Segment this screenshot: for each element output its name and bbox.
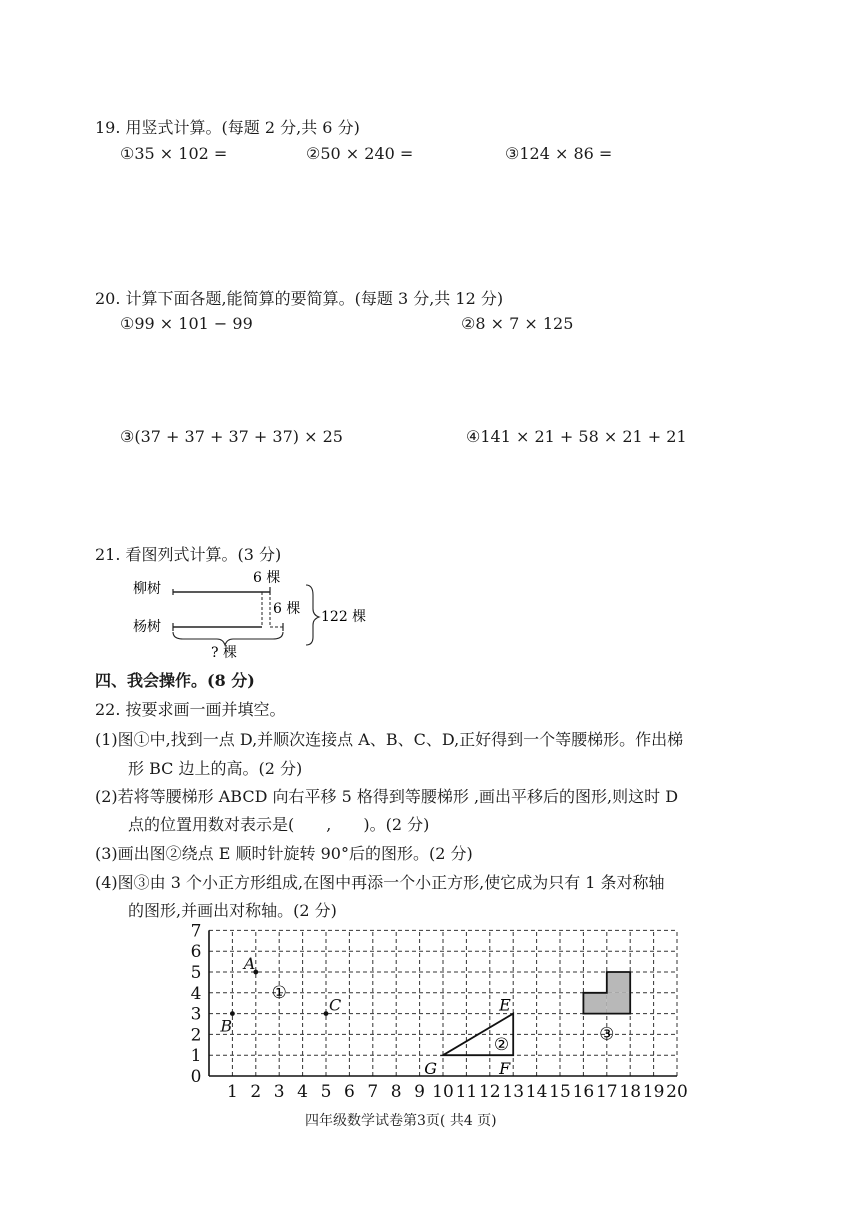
unknown-label: ? 棵: [211, 645, 237, 661]
y-tick-label: 7: [190, 921, 202, 942]
q22-part1-line1: (1)图①中,找到一点 D,并顺次连接点 A、B、C、D,正好得到一个等腰梯形。作出梯: [95, 730, 684, 749]
x-tick-label: 10: [432, 1082, 454, 1102]
x-tick-label: 1: [226, 1082, 238, 1102]
x-tick-label: 4: [297, 1082, 309, 1102]
point-label-e: E: [499, 995, 511, 1015]
shaded-square: [583, 993, 606, 1014]
point-label-g: G: [424, 1059, 438, 1078]
x-tick-label: 8: [390, 1082, 402, 1102]
y-tick-label: 6: [190, 942, 202, 963]
point-label-f: F: [499, 1059, 511, 1078]
x-tick-label: 14: [525, 1082, 548, 1102]
shaded-square: [607, 993, 630, 1014]
total-label: 122 棵: [321, 609, 367, 625]
y-tick-label: 2: [190, 1025, 202, 1046]
top-six-label: 6 棵: [253, 570, 281, 586]
q22-title: 22. 按要求画一画并填空。: [95, 700, 286, 719]
x-tick-label: 16: [572, 1082, 595, 1102]
q20-item-3: ③(37 + 37 + 37 + 37) × 25: [120, 427, 343, 446]
q19-item-1: ①35 × 102 =: [120, 144, 228, 163]
q19-item-3: ③124 × 86 =: [505, 144, 613, 163]
coordinate-grid: [185, 921, 688, 1102]
y-tick-label: 0: [190, 1067, 202, 1087]
x-tick-label: 12: [478, 1082, 501, 1102]
page-footer: 四年级数学试卷第3页( 共4 页): [305, 1113, 497, 1129]
q22-part4-line1: (4)图③由 3 个小正方形组成,在图中再添一个小正方形,使它成为只有 1 条对称轴: [95, 873, 665, 892]
section4-title: 四、我会操作。(8 分): [95, 671, 255, 690]
willow-label: 柳树: [133, 581, 161, 597]
point-label-a: A: [243, 954, 256, 973]
figure-3-marker: ③: [599, 1024, 615, 1045]
point-b: [230, 1011, 235, 1016]
q22-part2-line2: 点的位置用数对表示是( , )。(2 分): [128, 815, 430, 834]
x-tick-label: 6: [343, 1082, 355, 1102]
x-tick-label: 19: [642, 1082, 665, 1102]
poplar-label: 杨树: [133, 619, 161, 635]
x-tick-label: 17: [595, 1082, 618, 1102]
x-tick-label: 11: [455, 1082, 478, 1102]
figure-2-marker: ②: [493, 1034, 510, 1055]
x-tick-label: 13: [502, 1082, 525, 1102]
q22-part4-line2: 的图形,并画出对称轴。(2 分): [128, 901, 337, 920]
x-tick-label: 7: [367, 1082, 379, 1102]
y-tick-label: 5: [190, 963, 202, 983]
y-tick-label: 3: [190, 1004, 202, 1025]
q22-part2-line1: (2)若将等腰梯形 ABCD 向右平移 5 格得到等腰梯形 ,画出平移后的图形,则这时 D: [95, 787, 679, 806]
q20-item-2: ②8 × 7 × 125: [461, 314, 574, 333]
x-tick-label: 2: [250, 1082, 262, 1102]
y-tick-label: 4: [190, 983, 202, 1004]
figure-1-marker: ①: [271, 982, 287, 1003]
q22-part1-line2: 形 BC 边上的高。(2 分): [128, 759, 303, 778]
q20-item-4: ④141 × 21 + 58 × 21 + 21: [466, 427, 687, 446]
point-label-c: C: [329, 995, 342, 1015]
x-tick-label: 3: [273, 1082, 285, 1102]
x-tick-label: 20: [666, 1082, 688, 1102]
shaded-square: [607, 972, 630, 993]
x-tick-label: 9: [414, 1082, 426, 1102]
q19-title: 19. 用竖式计算。(每题 2 分,共 6 分): [95, 118, 360, 137]
q19-item-2: ②50 × 240 =: [306, 144, 414, 163]
y-tick-label: 1: [190, 1046, 202, 1067]
x-tick-label: 18: [619, 1082, 642, 1102]
q20-item-1: ①99 × 101 − 99: [120, 314, 253, 333]
x-tick-label: 5: [320, 1082, 332, 1102]
q20-title: 20. 计算下面各题,能简算的要简算。(每题 3 分,共 12 分): [95, 289, 504, 308]
q21-title: 21. 看图列式计算。(3 分): [95, 545, 282, 564]
q22-part3: (3)画出图②绕点 E 顺时针旋转 90°后的图形。(2 分): [95, 844, 473, 863]
point-c: [324, 1011, 329, 1016]
point-label-b: B: [220, 1016, 233, 1036]
x-tick-label: 15: [549, 1082, 571, 1102]
tree-line-diagram: [125, 565, 370, 660]
side-six-label: 6 棵: [273, 601, 301, 617]
